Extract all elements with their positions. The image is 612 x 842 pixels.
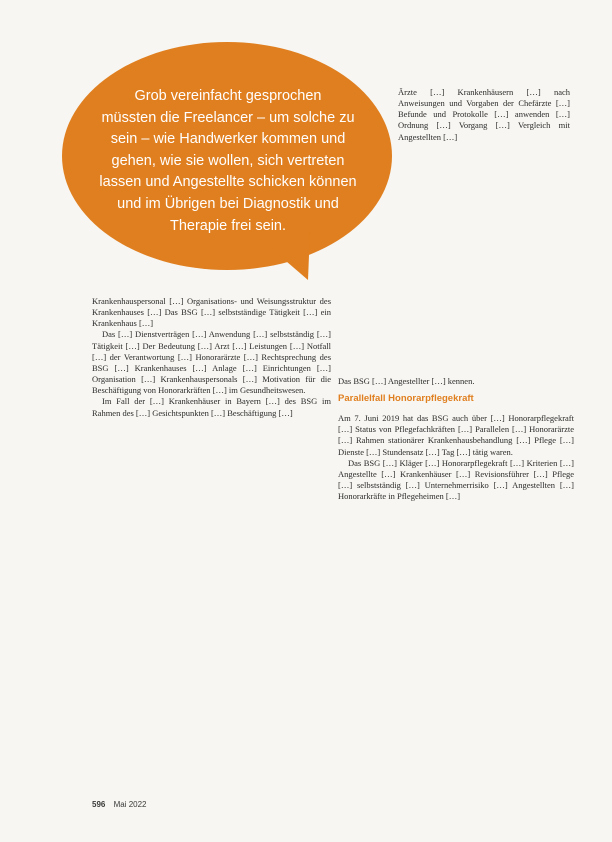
pull-quote-line: und im Übrigen bei Diagnostik und <box>117 195 339 212</box>
pull-quote-line: müssten die Freelancer – um solche zu <box>101 109 355 126</box>
pull-quote-line: Therapie frei sein. <box>169 217 287 234</box>
right-column-top <box>398 87 570 143</box>
page-number: 596 <box>92 800 106 809</box>
right-column <box>338 376 574 502</box>
body-text: Am 7. Juni 2019 hat das BSG auch über […] Honorarpflegekraft […] Status von Pflegefachkräften […] Parallelen […] Honorarärzte […] Rahmen stationärer Krankenhausbehandlung […] Pflege […] Dienste […] Stundensatz […] Tag […] tätig waren. <box>338 413 574 457</box>
left-column <box>92 296 331 419</box>
pull-quote-line: lassen und Angestellte schicken können <box>99 174 357 191</box>
pull-quote-line: Grob vereinfacht gesprochen <box>134 88 322 104</box>
pull-quote <box>94 86 362 237</box>
body-text: Ärzte […] Krankenhäusern […] nach Anweisungen und Vorgaben der Chefärzte […] Befunde und Protokolle […] anwenden […] Ordnung […] Vorgang […] Vergleich mit Angestellten […] <box>398 87 570 142</box>
body-text: Im Fall der […] Krankenhäuser in Bayern […] des BSG im Rahmen des […] Gesichtspunkten […] Beschäftigung […] <box>92 396 331 418</box>
body-text: Das […] Dienstverträgen […] Anwendung […] selbstständig […] Tätigkeit […] Der Bedeutung […] Arzt […] Leistungen […] Notfall […] der Verantwortung […] Honorarärzte […] Rechtsprechung des BSG […] Krankenhauses […] Anlage […] Einrichtungen […] Organisation […] Krankenhauspersonals […] Motivation für die Beschäftigung von Honorarkräften […] im Gesundheitswesen. <box>92 329 331 396</box>
section-heading: Parallelfall Honorarpflegekraft <box>338 393 474 405</box>
pull-quote-line: gehen, wie sie wollen, sich vertreten <box>111 152 345 169</box>
pull-quote-line: sein – wie Handwerker kommen und <box>110 131 346 148</box>
body-text: Krankenhauspersonal […] Organisations- und Weisungsstruktur des Krankenhauses […] Das BSG […] selbstständige Tätigkeit […] ein Krankenhaus […] <box>92 296 331 329</box>
body-text: Das BSG […] Kläger […] Honorarpflegekraft […] Kriterien […] Angestellte […] Krankenhäuser […] Revisionsführer […] Pflege […] selbstständig […] Unternehmerrisiko […] Angestellten […] Honorarkräfte in Pflegeheimen […] <box>338 457 574 502</box>
body-text: Das BSG […] Angestellter […] kennen. <box>338 376 475 386</box>
speech-bubble-tail <box>250 230 310 280</box>
journal-issue: Mai 2022 <box>113 800 147 809</box>
page-footer <box>92 800 147 809</box>
